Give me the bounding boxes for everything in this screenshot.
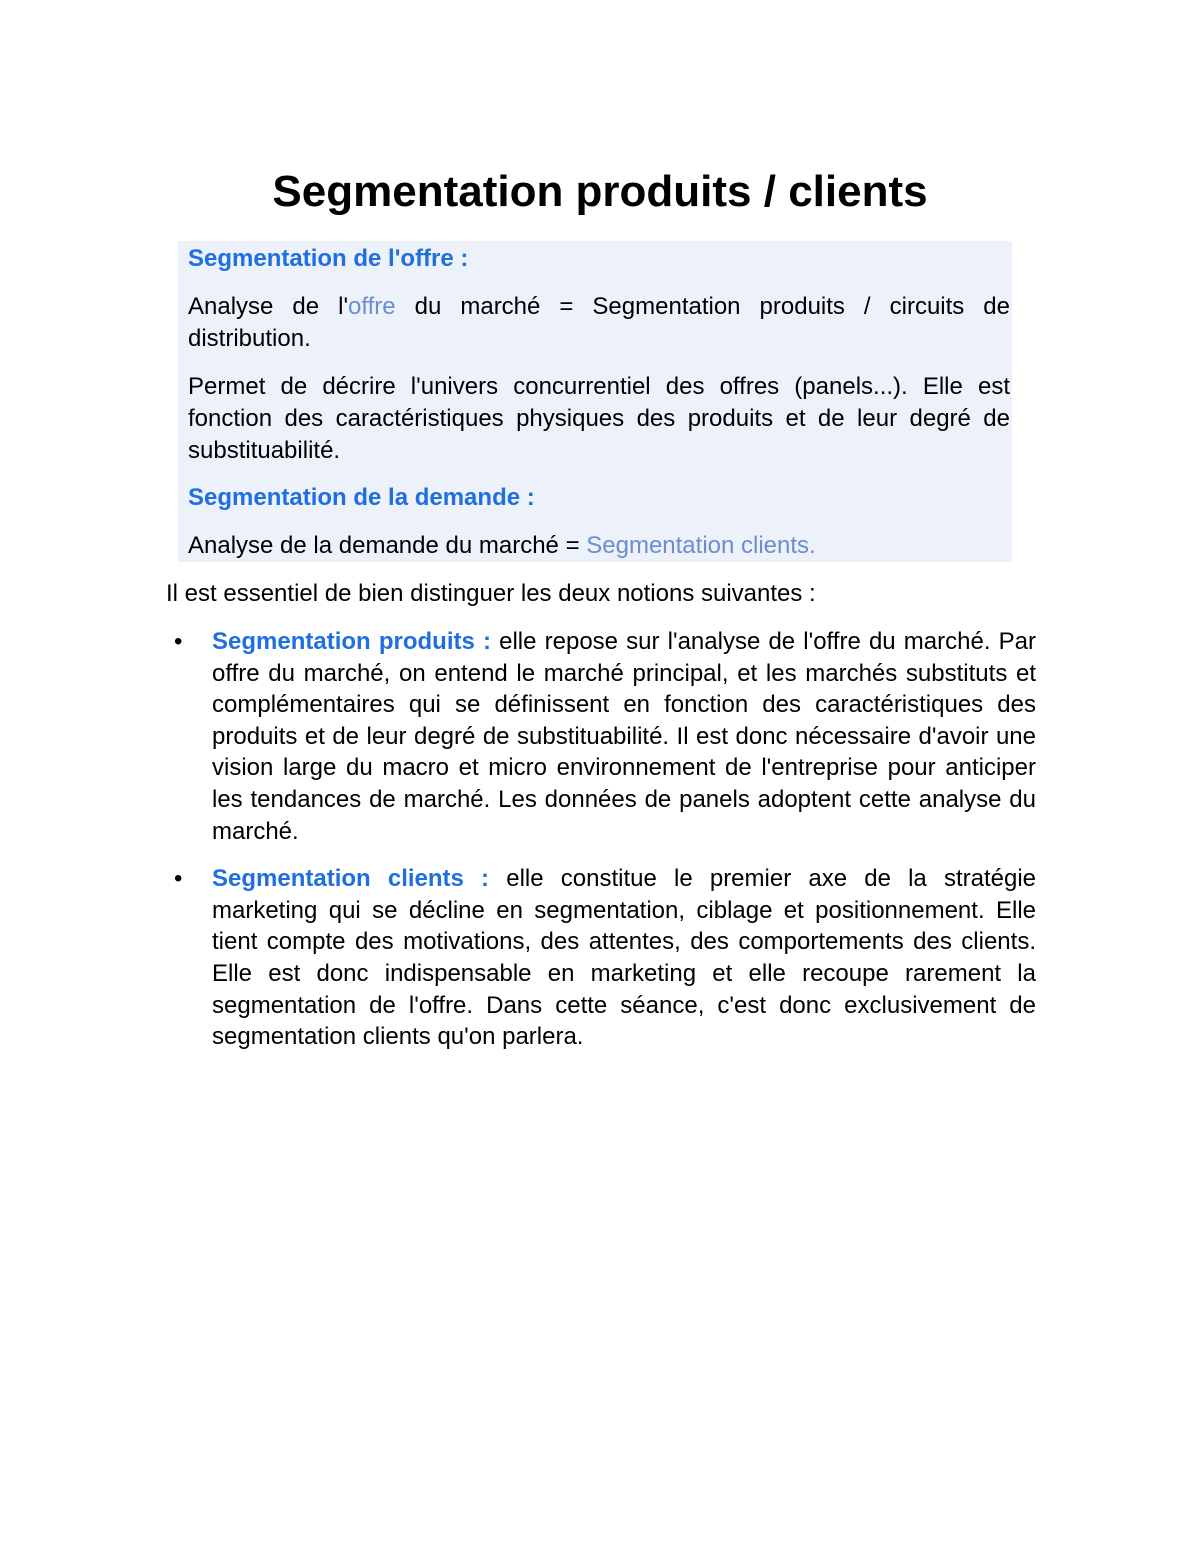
bullet-text: elle constitue le premier axe de la stratégie marketing qui se décline en segmentation, ciblage et positionnement. Elle tient compte des motivations, des attentes, des comportements des clients. Elle est donc indispensable en marketing et elle recoupe rarement la segmentation de l'offre. Dans cette séance, c'est donc exclusivement de segmentation clients qu'on parlera. bbox=[212, 865, 1037, 1051]
demande-link[interactable]: Segmentation clients. bbox=[586, 532, 816, 559]
list-item bbox=[166, 863, 1036, 1053]
offre-paragraph-1 bbox=[188, 291, 1010, 355]
intro-sentence: Il est essentiel de bien distinguer les deux notions suivantes : bbox=[166, 580, 816, 607]
list-item bbox=[166, 626, 1036, 847]
demande-paragraph-1 bbox=[188, 530, 1010, 562]
page-title: Segmentation produits / clients bbox=[272, 167, 928, 216]
offre-p1-after: du marché = Segmentation produits / circuits de distribution. bbox=[188, 293, 1011, 352]
bullet-term: Segmentation clients : bbox=[212, 865, 490, 893]
bullet-list bbox=[166, 626, 1036, 1053]
bullet-icon: • bbox=[174, 865, 183, 893]
highlight-box bbox=[178, 241, 1012, 562]
bullet-icon: • bbox=[174, 628, 183, 655]
demande-heading: Segmentation de la demande : bbox=[188, 484, 535, 511]
bullet-term: Segmentation produits : bbox=[212, 628, 491, 655]
bullet-text: elle repose sur l'analyse de l'offre du marché. Par offre du marché, on entend le marché principal, et les marchés substituts et complémentaires qui se définissent en fonction des caractéristiques des produits et de leur degré de substituabilité. Il est donc nécessaire d'avoir une vision large du macro et micro environnement de l'entreprise pour anticiper les tendances de marché. Les données de panels adoptent cette analyse du marché. bbox=[212, 628, 1036, 845]
offre-paragraph-2: Permet de décrire l'univers concurrentiel des offres (panels...). Elle est fonction des caractéristiques physiques des produits et de leur degré de substituabilité. bbox=[188, 373, 1010, 464]
offre-heading: Segmentation de l'offre : bbox=[188, 245, 469, 272]
offre-p1-before: Analyse de l' bbox=[188, 293, 349, 320]
demande-p1-before: Analyse de la demande du marché = bbox=[188, 532, 587, 559]
offre-link[interactable]: offre bbox=[348, 293, 396, 320]
